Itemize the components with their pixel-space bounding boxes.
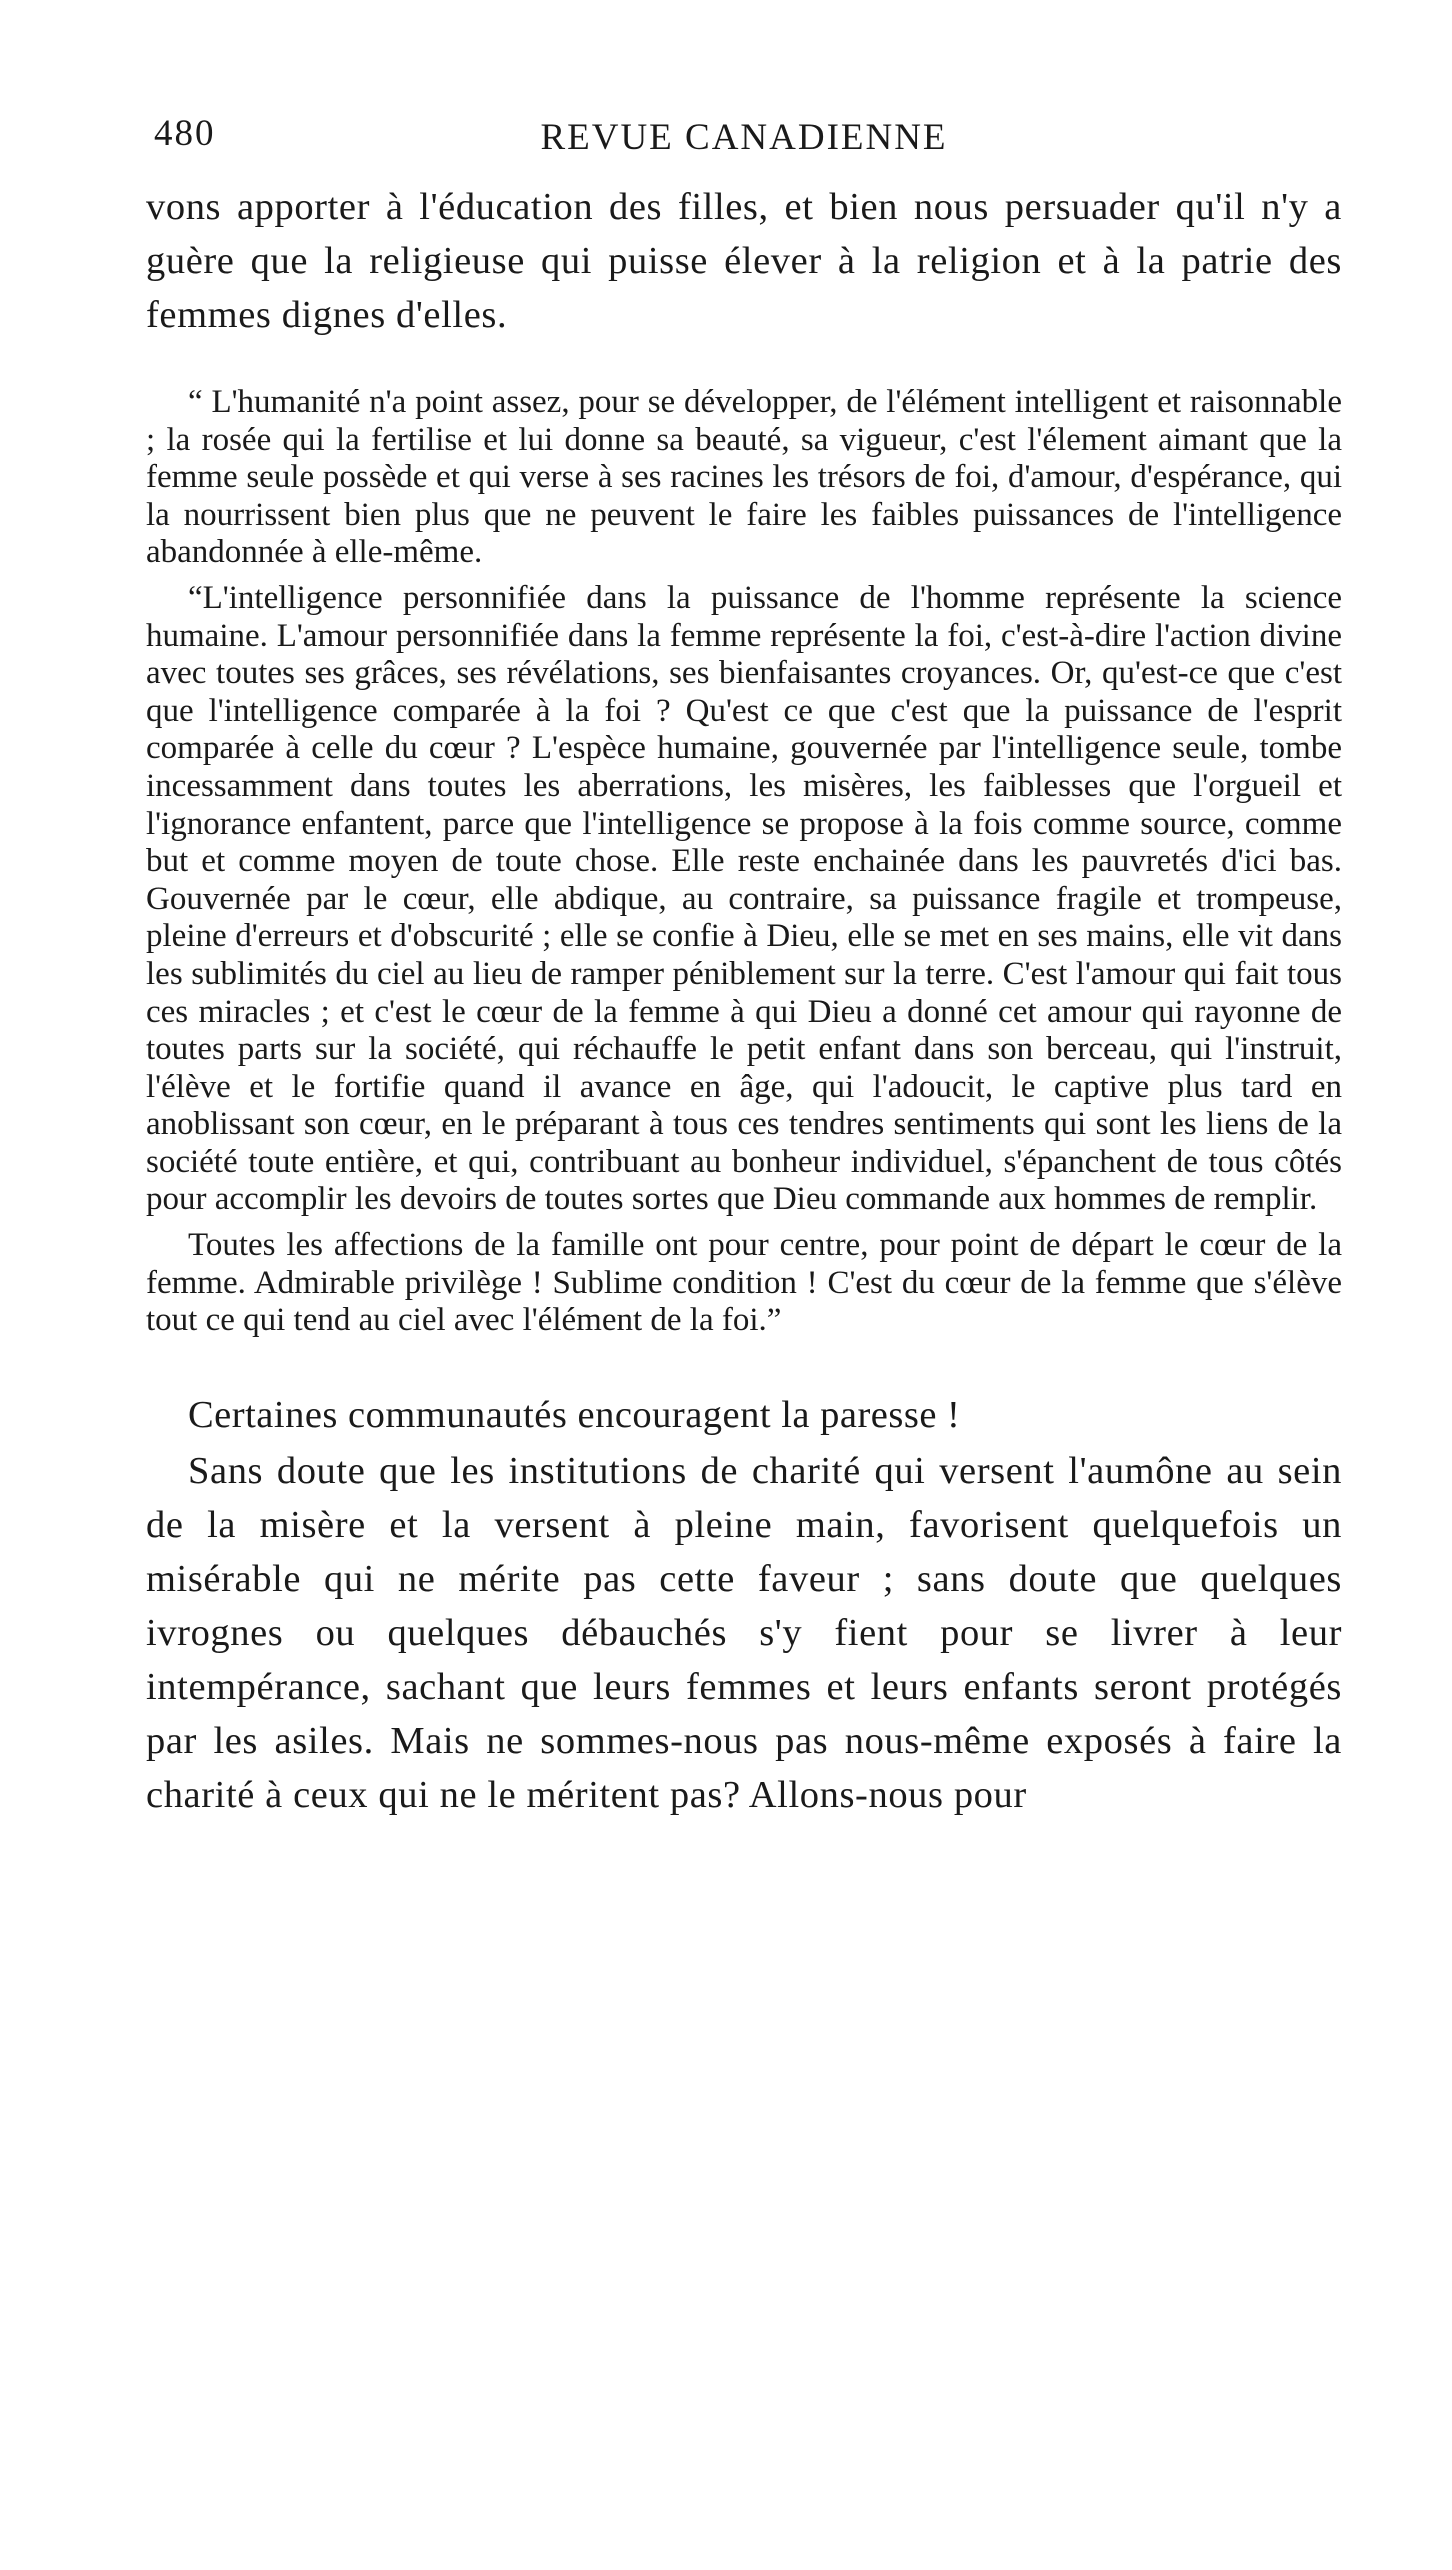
page-number: 480	[154, 113, 216, 154]
section-claim: Certaines communautés encouragent la paresse !	[188, 1393, 961, 1436]
book-page	[146, 100, 1342, 1822]
response-paragraph: Sans doute que les institutions de charité qui versent l'aumône au sein de la misère et la versent à pleine main, favorisent quelquefois un misérable qui ne mérite pas cette faveur ; sans doute que quelques ivrognes ou quelques débauchés s'y fient pour se livrer à leur intempérance, sachant que leurs femmes et leurs enfants seront protégés par les asiles. Mais ne sommes-nous pas nous-même exposés à faire la charité à ceux qui ne le méritent pas? Allons-nous pour	[146, 1449, 1342, 1816]
intro-paragraph: vons apporter à l'éducation des filles, et bien nous persuader qu'il n'y a guère que la religieuse qui puisse élever à la religion et à la patrie des femmes dignes d'elles.	[146, 186, 1342, 336]
running-head	[146, 100, 1342, 160]
quote-paragraph: Toutes les affections de la famille ont pour centre, pour point de départ le cœur de la femme. Admirable privilège ! Sublime condition ! C'est du cœur de la femme que s'élève tout ce qui tend au ciel avec l'élément de la foi.”	[146, 1227, 1342, 1339]
quotation-block	[146, 384, 1342, 1340]
quote-paragraph: “ L'humanité n'a point assez, pour se développer, de l'élément intelligent et raisonnable ; la rosée qui la fertilise et lui donne sa beauté, sa vigueur, c'est l'élement aimant que la femme seule possède et qui verse à ses racines les trésors de foi, d'amour, d'espérance, qui la nourrissent bien plus que ne peuvent le faire les faibles puissances de l'intelligence abandonnée à elle-même.	[146, 384, 1342, 571]
quote-paragraph: “L'intelligence personnifiée dans la puissance de l'homme représente la science humaine. L'amour personnifiée dans la femme représente la foi, c'est-à-dire l'action divine avec toutes ses grâces, ses révélations, ses bienfaisantes croyances. Or, qu'est-ce que c'est que l'intelligence comparée à la foi ? Qu'est ce que c'est que la puissance de l'esprit comparée à celle du cœur ? L'espèce humaine, gouvernée par l'intelligence seule, tombe incessamment dans toutes les aberrations, les misères, les faiblesses que l'orgueil et l'ignorance enfantent, parce que l'intelligence se propose à la fois comme source, comme but et comme moyen de toute chose. Elle reste enchainée dans les pauvretés d'ici bas. Gouvernée par le cœur, elle abdique, au contraire, sa puissance fragile et trompeuse, pleine d'erreurs et d'obscurité ; elle se confie à Dieu, elle se met en ses mains, elle vit dans les sublimités du ciel au lieu de ramper péniblement sur la terre. C'est l'amour qui fait tous ces miracles ; et c'est le cœur de la femme à qui Dieu a donné cet amour qui rayonne de toutes parts sur la société, qui réchauffe le petit enfant dans son berceau, qui l'instruit, l'élève et le fortifie quand il avance en âge, qui l'adoucit, le captive plus tard en anoblissant son cœur, en le préparant à tous ces tendres sentiments qui sont les liens de la société toute entière, et qui, contribuant au bonheur individuel, s'épanchent de tous côtés pour accomplir les devoirs de toutes sortes que Dieu commande aux hommes de remplir.	[146, 579, 1342, 1218]
journal-title: REVUE CANADIENNE	[540, 117, 948, 158]
